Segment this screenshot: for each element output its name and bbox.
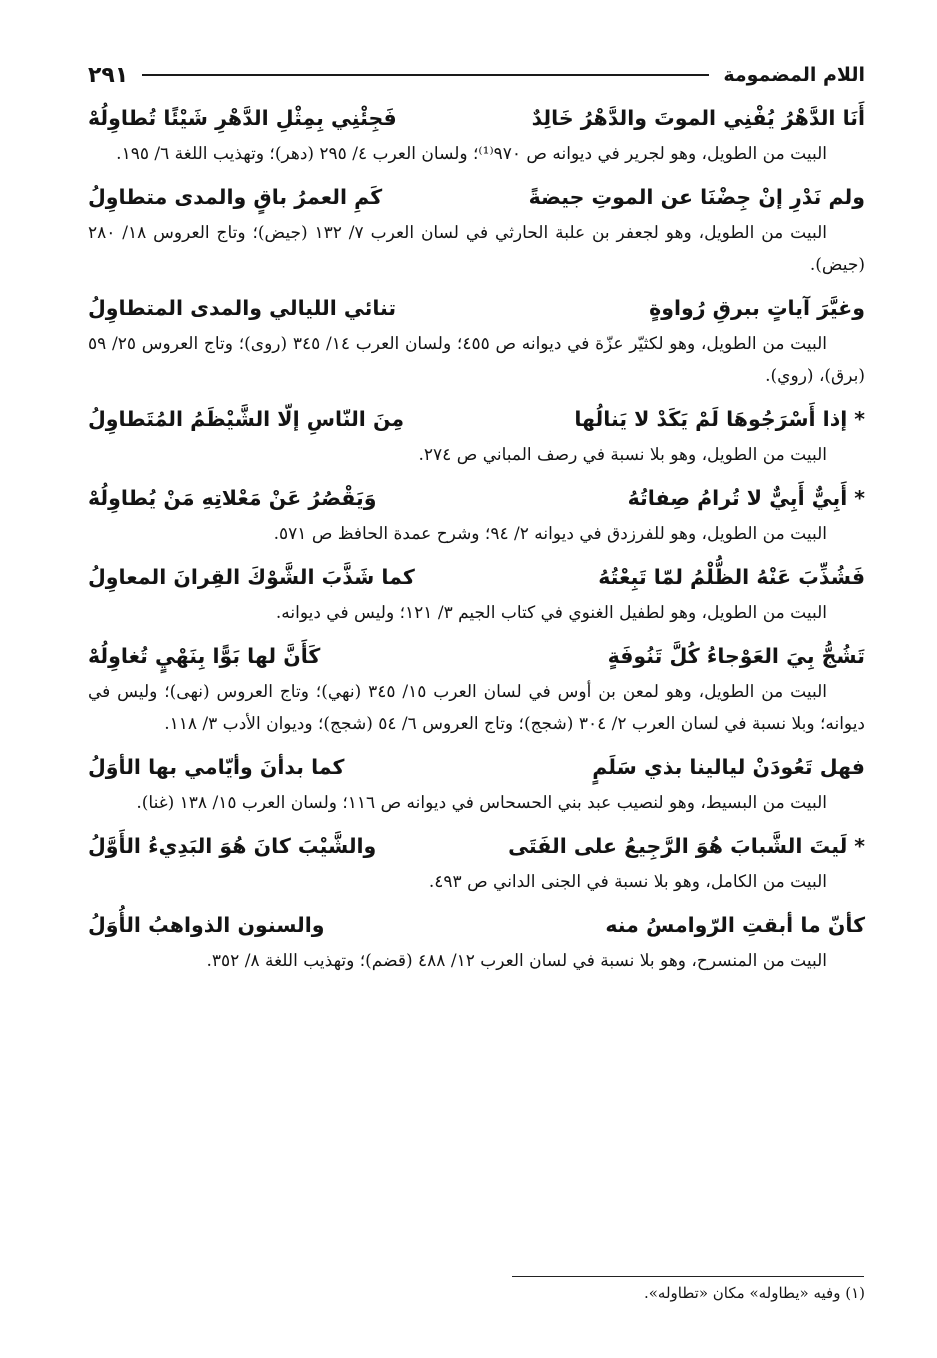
page-header xyxy=(88,58,865,92)
hemistich-text: لَيتَ الشَّبابَ هُوَ الرَّجِيعُ على الفَتَى xyxy=(508,834,848,858)
verse-commentary: البيت من الطويل، وهو لجعفر بن علبة الحارثي في لسان العرب ٧/ ١٣٢ (جيض)؛ وتاج العروس ١٨/ ٢٨٠ (جيض). xyxy=(88,223,865,275)
verse-line xyxy=(88,401,865,437)
page-body xyxy=(88,100,865,986)
first-hemistich xyxy=(532,100,865,136)
verse-entry xyxy=(88,100,865,170)
first-hemistich xyxy=(508,828,865,864)
second-hemistich: كَمِ العمرُ باقٍ والمدى متطاوِلُ xyxy=(88,185,383,209)
verse-entry xyxy=(88,401,865,471)
verse-commentary: البيت من الطويل، وهو لكثيّر عزّة في ديوانه ص ٤٥٥؛ ولسان العرب ١٤/ ٣٤٥ (روى)؛ وتاج العروس ٢٥/ ٥٩ (برق)، (روي). xyxy=(88,334,865,386)
verse-line xyxy=(88,179,865,215)
verse-commentary: البيت من الطويل، وهو لمعن بن أوس في لسان العرب ١٥/ ٣٤٥ (نهي)؛ وتاج العروس (نهى)؛ وليس في ديوانه؛ وبلا نسبة في لسان العرب ٢/ ٣٠٤ (شجج)؛ وتاج العروس ٦/ ٥٤ (شجج)؛ وديوان الأدب ٣/ ١١٨. xyxy=(88,682,865,734)
verse-entry xyxy=(88,179,865,281)
header-rule xyxy=(142,74,709,76)
verse-line xyxy=(88,828,865,864)
verse-commentary: البيت من الطويل، وهو لطفيل الغنوي في كتاب الجيم ٣/ ١٢١؛ وليس في ديوانه. xyxy=(275,603,827,623)
hemistich-text: إذا أَسْرَجُوهَا لَمْ يَكَدْ لا يَنالُها xyxy=(574,407,848,431)
first-hemistich xyxy=(592,749,865,785)
verse-entry xyxy=(88,638,865,740)
verse-line xyxy=(88,559,865,595)
verse-entry xyxy=(88,559,865,629)
hemistich-text: تَشُجُّ بِيَ العَوْجاءُ كُلَّ تَنُوفَةٍ xyxy=(607,644,865,668)
verse-line xyxy=(88,480,865,516)
footnote: (١) وفيه «يطاوله» مكان «تطاوله». xyxy=(643,1284,865,1302)
verse-line xyxy=(88,290,865,326)
second-hemistich: فَجِئْنِي بِمِثْلِ الدَّهْرِ شَيْئًا تُطاوِلُهْ xyxy=(88,106,397,130)
first-hemistich xyxy=(598,559,865,595)
second-hemistich: كَأَنَّ لها بَوًّا بِنَهْيٍ تُغاوِلُهْ xyxy=(88,644,321,668)
hemistich-text: أَبِيٌّ أَبِيٌّ لا تُرامُ صِفاتُهُ xyxy=(627,486,848,510)
hemistich-text: فَشُذِّبَ عَنْهُ الظُّلْمُ لمّا تَبِعْتُهُ xyxy=(598,565,865,589)
footnote-rule xyxy=(512,1276,864,1277)
first-hemistich xyxy=(574,401,865,437)
verse-entry xyxy=(88,480,865,550)
hemistich-text: كأنّ ما أبقتِ الرّوامسُ منه xyxy=(605,913,865,937)
verse-commentary: البيت من المنسرح، وهو بلا نسبة في لسان العرب ١٢/ ٤٨٨ (قضم)؛ وتهذيب اللغة ٨/ ٣٥٢. xyxy=(206,951,827,971)
verse-commentary: البيت من الطويل، وهو للفرزدق في ديوانه ٢/ ٩٤؛ وشرح عمدة الحافظ ص ٥٧١. xyxy=(273,524,827,544)
second-hemistich: والسنون الذواهبُ الأُوَلُ xyxy=(88,913,325,937)
hemistich-text: وغيَّرَ آياتٍ ببرقِ رُواوةٍ xyxy=(649,296,865,320)
first-hemistich xyxy=(605,907,865,943)
verse-entry xyxy=(88,907,865,977)
verse-line xyxy=(88,100,865,136)
second-hemistich: كما بدأنَ وأيّامي بها الأوَلُ xyxy=(88,755,345,779)
second-hemistich: وَيَقْصُرُ عَنْ مَعْلاتِهِ مَنْ يُطاوِلُهْ xyxy=(88,486,377,510)
verse-entry xyxy=(88,290,865,392)
first-hemistich xyxy=(608,638,865,674)
chapter-title: اللام المضمومة xyxy=(723,64,865,86)
verse-entry xyxy=(88,828,865,898)
verse-line xyxy=(88,638,865,674)
verse-line xyxy=(88,749,865,785)
second-hemistich: كما شَذَّبَ الشَّوْكَ القِرانَ المعاوِلُ xyxy=(88,565,415,589)
first-hemistich xyxy=(529,179,865,215)
verse-entry xyxy=(88,749,865,819)
second-hemistich: مِنَ النّاسِ إلّا الشَّيْظَمُ المُتَطاوِلُ xyxy=(88,407,405,431)
verse-commentary: البيت من الطويل، وهو بلا نسبة في رصف المباني ص ٢٧٤. xyxy=(418,445,827,465)
verse-line xyxy=(88,907,865,943)
second-hemistich: والشَّيْبَ كانَ هُوَ البَدِيءُ الأَوَّلُ xyxy=(88,834,377,858)
verse-commentary: البيت من الطويل، وهو لجرير في ديوانه ص ٩٧٠⁽¹⁾؛ ولسان العرب ٤/ ٢٩٥ (دهر)؛ وتهذيب اللغة ٦/ ١٩٥. xyxy=(116,144,827,164)
first-hemistich xyxy=(628,480,865,516)
verse-mark: * xyxy=(854,486,865,510)
verse-commentary: البيت من البسيط، وهو لنصيب عبد بني الحسحاس في ديوانه ص ١١٦؛ ولسان العرب ١٥/ ١٣٨ (غنا). xyxy=(136,793,827,813)
hemistich-text: فهل تَعُودَنْ ليالينا بذي سَلَمٍ xyxy=(592,755,865,779)
verse-commentary: البيت من الكامل، وهو بلا نسبة في الجنى الداني ص ٤٩٣. xyxy=(428,872,827,892)
second-hemistich: تنائي الليالي والمدى المتطاوِلُ xyxy=(88,296,397,320)
hemistich-text: ولم نَدْرِ إنْ جِضْنَا عن الموتِ جيضةً xyxy=(528,185,865,209)
verse-mark: * xyxy=(854,407,865,431)
hemistich-text: أَنَا الدَّهْرُ يُفْنِي الموتَ والدَّهْرُ خَالِدٌ xyxy=(531,106,865,130)
verse-mark: * xyxy=(854,834,865,858)
page-number: ٢٩١ xyxy=(88,62,129,88)
first-hemistich xyxy=(649,290,865,326)
